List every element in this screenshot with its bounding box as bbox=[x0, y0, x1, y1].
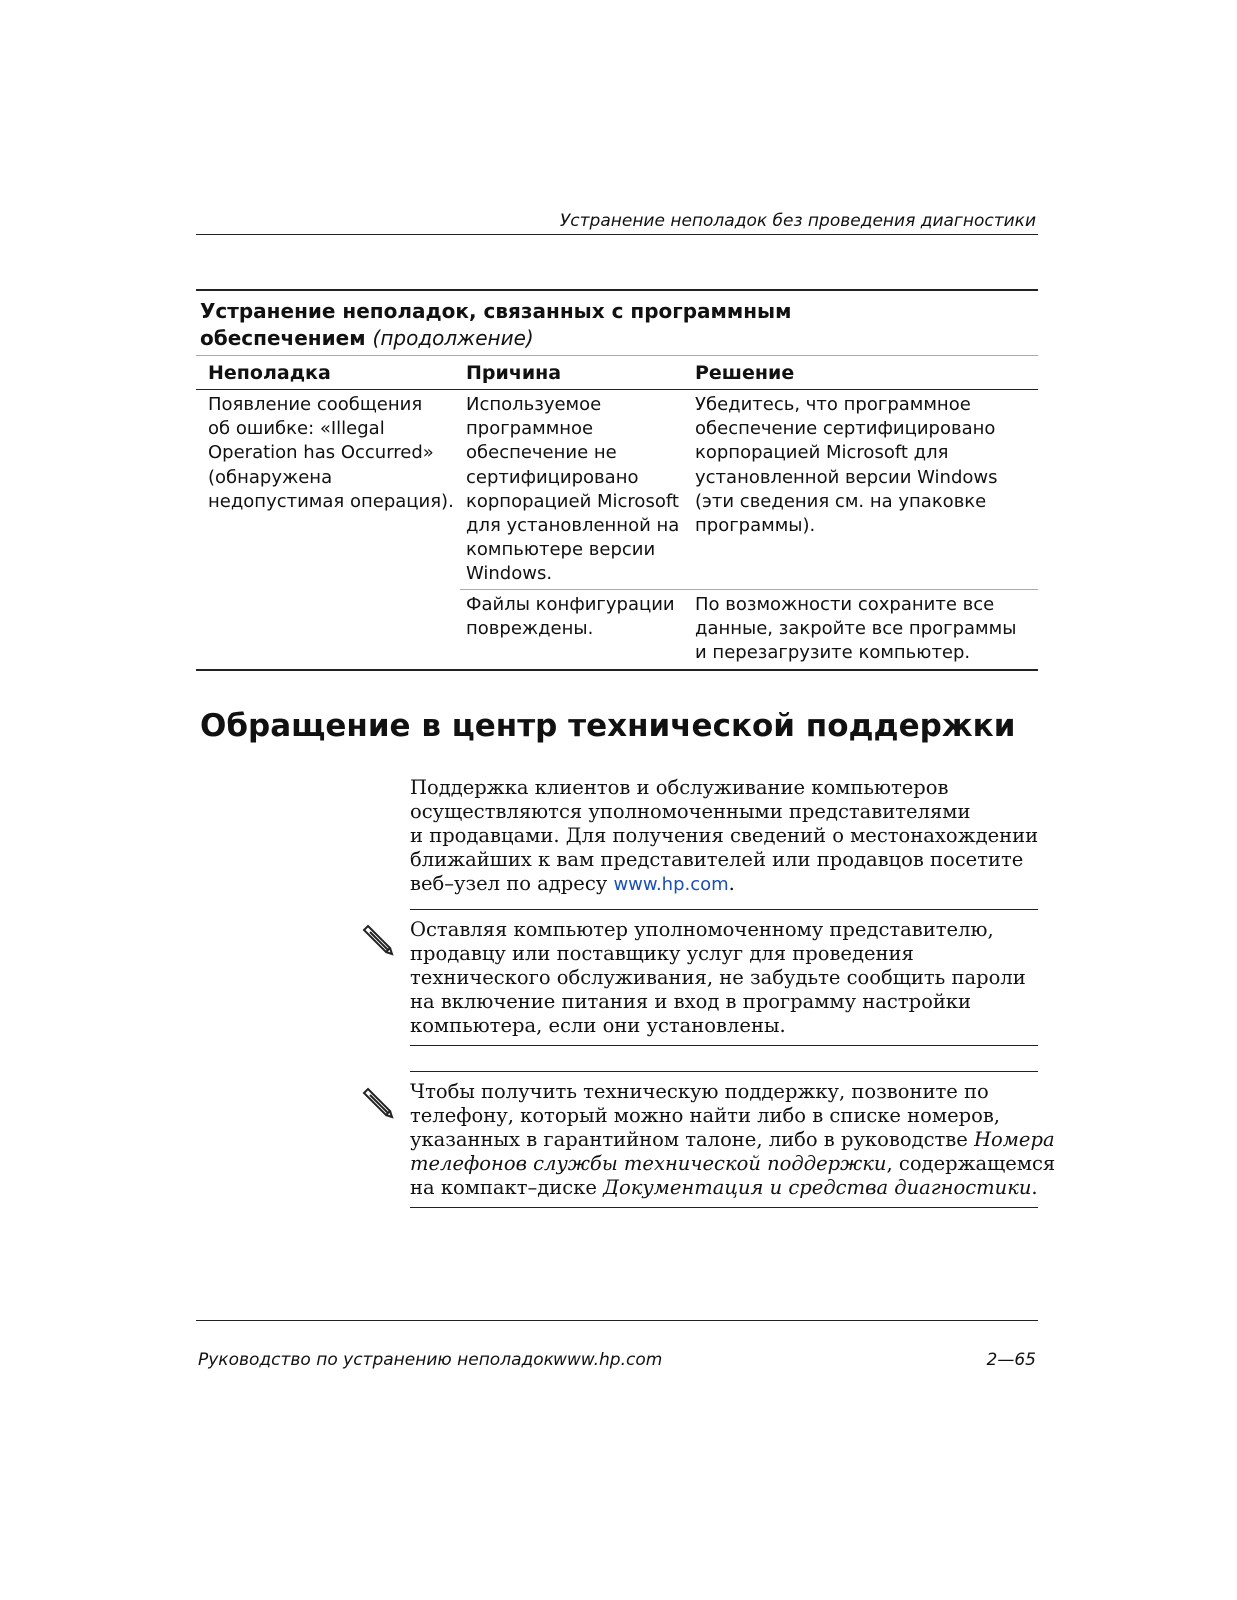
header-rule bbox=[196, 234, 1038, 235]
pencil-note-icon bbox=[360, 920, 396, 956]
pencil-note-icon bbox=[360, 1083, 396, 1119]
note-line: на включение питания и вход в программу настройки bbox=[410, 990, 971, 1013]
note-line: компьютера, если они установлены. bbox=[410, 1014, 786, 1037]
table-header-bottom-rule bbox=[196, 389, 1038, 390]
note-line: технического обслуживания, не забудьте сообщить пароли bbox=[410, 966, 1026, 989]
table-row-1-solution: Убедитесь, что программное обеспечение сертифицировано корпорацией Microsoft для установленной версии Windows (эти сведения см. на упаковке программы). bbox=[695, 394, 998, 537]
table-title-line1: Устранение неполадок, связанных с программным bbox=[200, 299, 792, 323]
table-title-line2 bbox=[200, 325, 1036, 352]
column-header-cause: Причина bbox=[466, 362, 562, 384]
table-title bbox=[200, 298, 1036, 352]
column-header-solution: Решение bbox=[695, 362, 795, 384]
note-italic-title: Документация и средства диагностики bbox=[603, 1176, 1032, 1199]
note-2-top-rule bbox=[410, 1071, 1038, 1072]
table-top-rule bbox=[196, 289, 1038, 291]
table-row-1-problem: Появление сообщения об ошибке: «Illegal Operation has Occurred» (обнаружена недопустимая операция). bbox=[208, 394, 454, 512]
paragraph-line: осуществляются уполномоченными представителями bbox=[410, 800, 971, 823]
table-title-continued: (продолжение) bbox=[372, 326, 534, 350]
note-line bbox=[410, 1176, 1055, 1200]
paragraph-last-prefix: веб–узел по адресу bbox=[410, 872, 614, 895]
table-header-top-rule bbox=[196, 355, 1038, 356]
paragraph-last-suffix: . bbox=[728, 872, 735, 895]
note-line bbox=[410, 1152, 1055, 1176]
hp-website-link[interactable]: www.hp.com bbox=[613, 874, 729, 895]
table-row-2-cause: Файлы конфигурации повреждены. bbox=[466, 594, 675, 640]
footer-url: www.hp.com bbox=[553, 1350, 663, 1370]
table-row-divider bbox=[460, 589, 1038, 590]
paragraph-line: Поддержка клиентов и обслуживание компьютеров bbox=[410, 776, 949, 799]
paragraph-line: ближайших к вам представителей или продавцов посетите bbox=[410, 848, 1024, 871]
section-heading: Обращение в центр технической поддержки bbox=[200, 708, 1016, 744]
footer-page-number: 2—65 bbox=[986, 1350, 1036, 1370]
note-2-bottom-rule bbox=[410, 1207, 1038, 1208]
table-row-2-solution: По возможности сохраните все данные, закройте все программы и перезагрузите компьютер. bbox=[695, 594, 1017, 664]
note-line bbox=[410, 1128, 1055, 1152]
note-line: продавцу или поставщику услуг для проведения bbox=[410, 942, 914, 965]
footer-rule bbox=[196, 1320, 1038, 1321]
note-line: Оставляя компьютер уполномоченному представителю, bbox=[410, 918, 994, 941]
table-title-line2-text: обеспечением bbox=[200, 326, 366, 350]
note-line: телефону, который можно найти либо в списке номеров, bbox=[410, 1104, 1001, 1127]
column-header-problem: Неполадка bbox=[208, 362, 331, 384]
note-italic-title: Номера bbox=[974, 1128, 1055, 1151]
table-row-1-cause: Используемое программное обеспечение не сертифицировано корпорацией Microsoft для установленной на компьютере версии Windows. bbox=[466, 394, 680, 585]
table-bottom-rule bbox=[196, 669, 1038, 671]
note-1-bottom-rule bbox=[410, 1045, 1038, 1046]
note-text: . bbox=[1031, 1176, 1038, 1199]
note-line: Чтобы получить техническую поддержку, позвоните по bbox=[410, 1080, 989, 1103]
paragraph-line-last bbox=[410, 872, 1038, 897]
paragraph-line: и продавцами. Для получения сведений о местонахождении bbox=[410, 824, 1039, 847]
note-1-top-rule bbox=[410, 909, 1038, 910]
note-2-text bbox=[410, 1080, 1055, 1200]
running-header: Устранение неполадок без проведения диагностики bbox=[559, 211, 1036, 231]
note-1-text bbox=[410, 918, 1026, 1038]
note-text: на компакт–диске bbox=[410, 1176, 604, 1199]
note-text: , содержащемся bbox=[886, 1152, 1056, 1175]
note-italic-title: телефонов службы технической поддержки bbox=[410, 1152, 887, 1175]
support-paragraph bbox=[410, 776, 1038, 897]
note-text: указанных в гарантийном талоне, либо в руководстве bbox=[410, 1128, 975, 1151]
footer-manual-title: Руководство по устранению неполадок bbox=[198, 1350, 554, 1370]
